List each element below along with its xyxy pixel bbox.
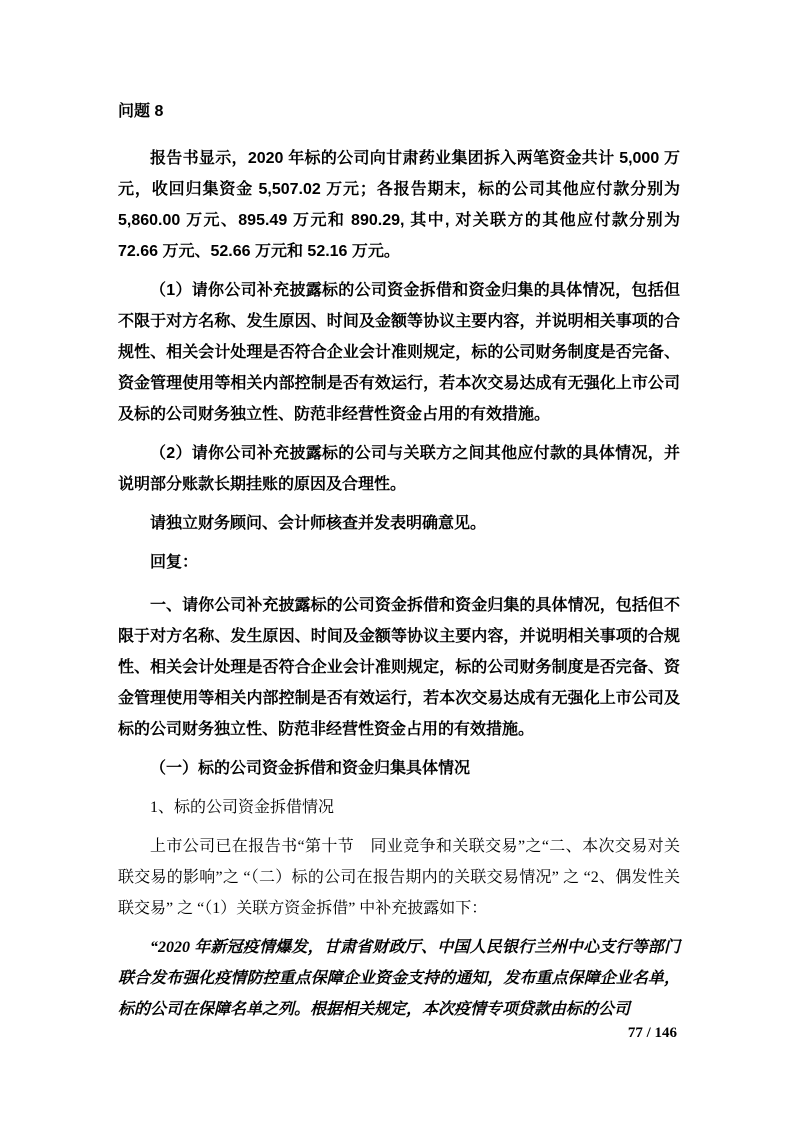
reply-subsection-heading: 1、标的公司资金拆借情况 — [150, 799, 335, 816]
question-summary-paragraph: 报告书显示，2020 年标的公司向甘肃药业集团拆入两笔资金共计 5,000 万元，收回归集资金 5,507.02 万元；各报告期末，标的公司其他应付款分别为 5,860.00 万元、895.49 万元和 890.29, 其中, 对关联方的其他应付款分别为 72.66 万元、52.66 万元和 52.16 万元。 — [118, 150, 680, 260]
page-number: 77 / 146 — [627, 1025, 677, 1041]
reply-label: 回复： — [150, 554, 199, 571]
question-item-1-paragraph: （1）请你公司补充披露标的公司资金拆借和资金归集的具体情况，包括但不限于对方名称、发生原因、时间及金额等协议主要内容，并说明相关事项的合规性、相关会计处理是否符合企业会计准则规定，标的公司财务制度是否完备、资金管理使用等相关内部控制是否有效运行，若本次交易达成有无强化上市公司及标的公司财务独立性、防范非经营性资金占用的有效措施。 — [118, 282, 680, 423]
reply-reference-paragraph: 上市公司已在报告书“第十节 同业竞争和关联交易”之“二、本次交易对关联交易的影响”之 “（二）标的公司在报告期内的关联交易情况” 之 “2、偶发性关联交易” 之 “（1）关联方资金拆借” 中补充披露如下： — [118, 838, 680, 917]
page-content — [118, 96, 680, 1025]
question-item-2-paragraph: （2）请你公司补充披露标的公司与关联方之间其他应付款的具体情况，并说明部分账款长期挂账的原因及合理性。 — [118, 445, 680, 493]
question-heading: 问题 8 — [118, 103, 164, 120]
reply-restatement-paragraph: 一、请你公司补充披露标的公司资金拆借和资金归集的具体情况，包括但不限于对方名称、发生原因、时间及金额等协议主要内容，并说明相关事项的合规性、相关会计处理是否符合企业会计准则规定，标的公司财务制度是否完备、资金管理使用等相关内部控制是否有效运行，若本次交易达成有无强化上市公司及标的公司财务独立性、防范非经营性资金占用的有效措施。 — [118, 597, 680, 738]
verification-request-paragraph: 请独立财务顾问、会计师核查并发表明确意见。 — [150, 515, 487, 532]
disclosure-quote-paragraph: “2020 年新冠疫情爆发，甘肃省财政厅、中国人民银行兰州中心支行等部门联合发布强化疫情防控重点保障企业资金支持的通知，发布重点保障企业名单，标的公司在保障名单之列。根据相关规定，本次疫情专项贷款由标的公司 — [118, 939, 680, 1018]
reply-section-heading: （一）标的公司资金拆借和资金归集具体情况 — [150, 760, 471, 777]
